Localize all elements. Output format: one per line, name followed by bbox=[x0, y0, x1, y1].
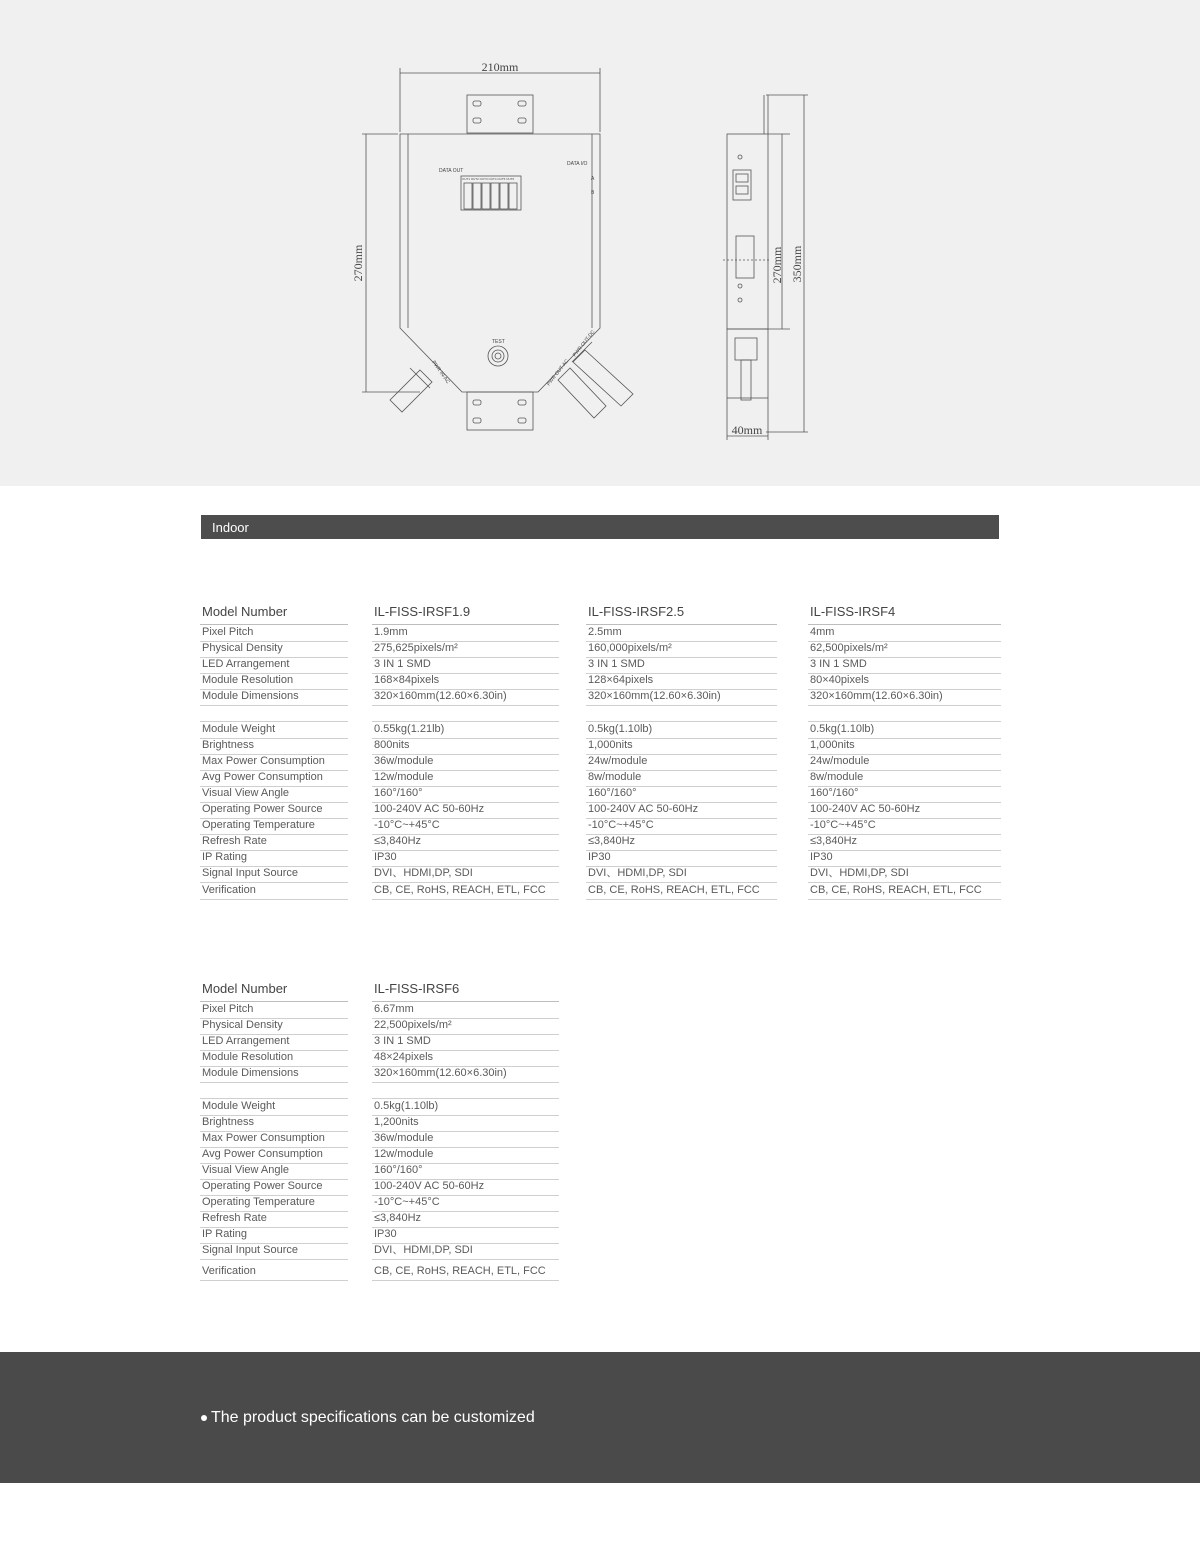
spec-value: 8w/module bbox=[586, 770, 777, 787]
spec-value: 160°/160° bbox=[586, 786, 777, 803]
spec-value: 3 IN 1 SMD bbox=[808, 657, 1001, 674]
spec-value: 0.5kg(1.10lb) bbox=[586, 722, 777, 739]
spec-label: Signal Input Source bbox=[200, 1243, 348, 1260]
spec-label: Brightness bbox=[200, 738, 348, 755]
spec-value bbox=[586, 705, 777, 722]
bullet-icon bbox=[201, 1415, 207, 1421]
data-io-label: DATA I/O bbox=[567, 161, 588, 167]
spec-label: Refresh Rate bbox=[200, 1211, 348, 1228]
spec-value: ≤3,840Hz bbox=[372, 834, 559, 851]
spec-value: ≤3,840Hz bbox=[586, 834, 777, 851]
model-name: IL-FISS-IRSF2.5 bbox=[586, 605, 777, 625]
width-dimension-label: 210mm bbox=[481, 60, 519, 74]
spec-value: 0.5kg(1.10lb) bbox=[808, 722, 1001, 739]
spec-value: IP30 bbox=[586, 850, 777, 867]
spec-label: Avg Power Consumption bbox=[200, 770, 348, 787]
model-name: IL-FISS-IRSF4 bbox=[808, 605, 1001, 625]
spec-label: Verification bbox=[200, 883, 348, 900]
spec-value: 100-240V AC 50-60Hz bbox=[372, 802, 559, 819]
section-title: Indoor bbox=[212, 520, 249, 535]
spec-label: Refresh Rate bbox=[200, 834, 348, 851]
model-number-label: Model Number bbox=[200, 605, 348, 625]
spec-value: ≤3,840Hz bbox=[372, 1211, 559, 1228]
spec-value: 1.9mm bbox=[372, 625, 559, 642]
model-number-label: Model Number bbox=[200, 982, 348, 1002]
spec-value: 12w/module bbox=[372, 770, 559, 787]
spec-label: Module Dimensions bbox=[200, 689, 348, 706]
spec-value: 62,500pixels/m² bbox=[808, 641, 1001, 658]
customization-note-text: The product specifications can be customized bbox=[211, 1409, 535, 1426]
spec-label: Module Resolution bbox=[200, 673, 348, 690]
spec-value: 8w/module bbox=[808, 770, 1001, 787]
spec-value: 22,500pixels/m² bbox=[372, 1018, 559, 1035]
spec-value bbox=[372, 1082, 559, 1099]
spec-value: 1,200nits bbox=[372, 1115, 559, 1132]
spec-value: 160°/160° bbox=[372, 1163, 559, 1180]
spec-value: 100-240V AC 50-60Hz bbox=[808, 802, 1001, 819]
side-total-height-label: 350mm bbox=[790, 245, 804, 283]
spec-value: 4mm bbox=[808, 625, 1001, 642]
spec-value: DVI、HDMI,DP, SDI bbox=[372, 1243, 559, 1260]
spec-value: 128×64pixels bbox=[586, 673, 777, 690]
spec-label: Operating Power Source bbox=[200, 802, 348, 819]
side-depth-label: 40mm bbox=[731, 423, 763, 437]
spec-value: 168×84pixels bbox=[372, 673, 559, 690]
pwr-in-label: PWR IN-AC bbox=[430, 359, 451, 385]
pwr-out-dc-label: PWR OUT-DC bbox=[571, 329, 597, 359]
controller-box-drawing bbox=[0, 0, 1200, 486]
spec-label bbox=[200, 705, 348, 722]
spec-label: Physical Density bbox=[200, 641, 348, 658]
model-name: IL-FISS-IRSF1.9 bbox=[372, 605, 559, 625]
spec-label: IP Rating bbox=[200, 1227, 348, 1244]
spec-value: DVI、HDMI,DP, SDI bbox=[372, 866, 559, 883]
model-name: IL-FISS-IRSF6 bbox=[372, 982, 559, 1002]
spec-value: CB, CE, RoHS, REACH, ETL, FCC bbox=[372, 1264, 559, 1281]
spec-label: Operating Temperature bbox=[200, 818, 348, 835]
spec-label: Avg Power Consumption bbox=[200, 1147, 348, 1164]
spec-label: Pixel Pitch bbox=[200, 625, 348, 642]
spec-value: 3 IN 1 SMD bbox=[586, 657, 777, 674]
spec-label: Module Dimensions bbox=[200, 1066, 348, 1083]
customization-note bbox=[201, 1409, 535, 1427]
spec-value: CB, CE, RoHS, REACH, ETL, FCC bbox=[586, 883, 777, 900]
spec-value: -10°C~+45°C bbox=[372, 818, 559, 835]
spec-value: DVI、HDMI,DP, SDI bbox=[586, 866, 777, 883]
spec-value bbox=[808, 705, 1001, 722]
spec-value: 320×160mm(12.60×6.30in) bbox=[372, 689, 559, 706]
spec-value: CB, CE, RoHS, REACH, ETL, FCC bbox=[372, 883, 559, 900]
spec-value: 2.5mm bbox=[586, 625, 777, 642]
spec-value: CB, CE, RoHS, REACH, ETL, FCC bbox=[808, 883, 1001, 900]
spec-value: 80×40pixels bbox=[808, 673, 1001, 690]
spec-label: IP Rating bbox=[200, 850, 348, 867]
spec-label: Module Weight bbox=[200, 1099, 348, 1116]
spec-label: Signal Input Source bbox=[200, 866, 348, 883]
spec-value: 0.5kg(1.10lb) bbox=[372, 1099, 559, 1116]
spec-value: IP30 bbox=[808, 850, 1001, 867]
spec-value: 36w/module bbox=[372, 754, 559, 771]
pwr-out-ac-label: PWR OUT-AC bbox=[545, 358, 571, 388]
spec-value: 275,625pixels/m² bbox=[372, 641, 559, 658]
spec-value: 24w/module bbox=[586, 754, 777, 771]
spec-value: IP30 bbox=[372, 850, 559, 867]
spec-value: 1,000nits bbox=[808, 738, 1001, 755]
spec-value: IP30 bbox=[372, 1227, 559, 1244]
spec-value: 3 IN 1 SMD bbox=[372, 1034, 559, 1051]
spec-value: -10°C~+45°C bbox=[808, 818, 1001, 835]
test-label: TEST bbox=[492, 339, 505, 345]
spec-value: -10°C~+45°C bbox=[586, 818, 777, 835]
spec-label: Module Weight bbox=[200, 722, 348, 739]
spec-value: 12w/module bbox=[372, 1147, 559, 1164]
spec-label: Operating Temperature bbox=[200, 1195, 348, 1212]
side-height-label: 270mm bbox=[770, 246, 784, 284]
port-a-label: A bbox=[591, 176, 595, 182]
port-b-label: B bbox=[591, 190, 595, 196]
height-dimension-label: 270mm bbox=[351, 244, 365, 282]
spec-value: 320×160mm(12.60×6.30in) bbox=[586, 689, 777, 706]
footer-band bbox=[0, 1352, 1200, 1483]
spec-label: Visual View Angle bbox=[200, 1163, 348, 1180]
spec-value: 1,000nits bbox=[586, 738, 777, 755]
spec-label: Visual View Angle bbox=[200, 786, 348, 803]
spec-value: ≤3,840Hz bbox=[808, 834, 1001, 851]
spec-label: Pixel Pitch bbox=[200, 1002, 348, 1019]
data-out-label: DATA OUT bbox=[439, 168, 464, 174]
spec-value: 800nits bbox=[372, 738, 559, 755]
spec-value: 160,000pixels/m² bbox=[586, 641, 777, 658]
spec-label: Max Power Consumption bbox=[200, 754, 348, 771]
spec-label: Physical Density bbox=[200, 1018, 348, 1035]
section-header-indoor bbox=[201, 515, 999, 539]
spec-value bbox=[372, 705, 559, 722]
spec-value: 36w/module bbox=[372, 1131, 559, 1148]
spec-value: 3 IN 1 SMD bbox=[372, 657, 559, 674]
spec-value: 160°/160° bbox=[808, 786, 1001, 803]
spec-value: 24w/module bbox=[808, 754, 1001, 771]
dimension-drawing bbox=[0, 0, 1200, 486]
spec-label: Max Power Consumption bbox=[200, 1131, 348, 1148]
spec-label: Verification bbox=[200, 1264, 348, 1281]
spec-label: LED Arrangement bbox=[200, 657, 348, 674]
spec-label: LED Arrangement bbox=[200, 1034, 348, 1051]
spec-value: 6.67mm bbox=[372, 1002, 559, 1019]
spec-label: Module Resolution bbox=[200, 1050, 348, 1067]
spec-value: DVI、HDMI,DP, SDI bbox=[808, 866, 1001, 883]
spec-label: Operating Power Source bbox=[200, 1179, 348, 1196]
spec-value: 0.55kg(1.21lb) bbox=[372, 722, 559, 739]
spec-value: 48×24pixels bbox=[372, 1050, 559, 1067]
spec-value: 100-240V AC 50-60Hz bbox=[586, 802, 777, 819]
spec-value: 160°/160° bbox=[372, 786, 559, 803]
out-ports-label: OUT1 OUT2 OUT3 OUT4 OUT5 OUT6 bbox=[462, 177, 515, 181]
spec-value: -10°C~+45°C bbox=[372, 1195, 559, 1212]
spec-label: Brightness bbox=[200, 1115, 348, 1132]
spec-label bbox=[200, 1082, 348, 1099]
spec-value: 100-240V AC 50-60Hz bbox=[372, 1179, 559, 1196]
spec-value: 320×160mm(12.60×6.30in) bbox=[372, 1066, 559, 1083]
spec-value: 320×160mm(12.60×6.30in) bbox=[808, 689, 1001, 706]
